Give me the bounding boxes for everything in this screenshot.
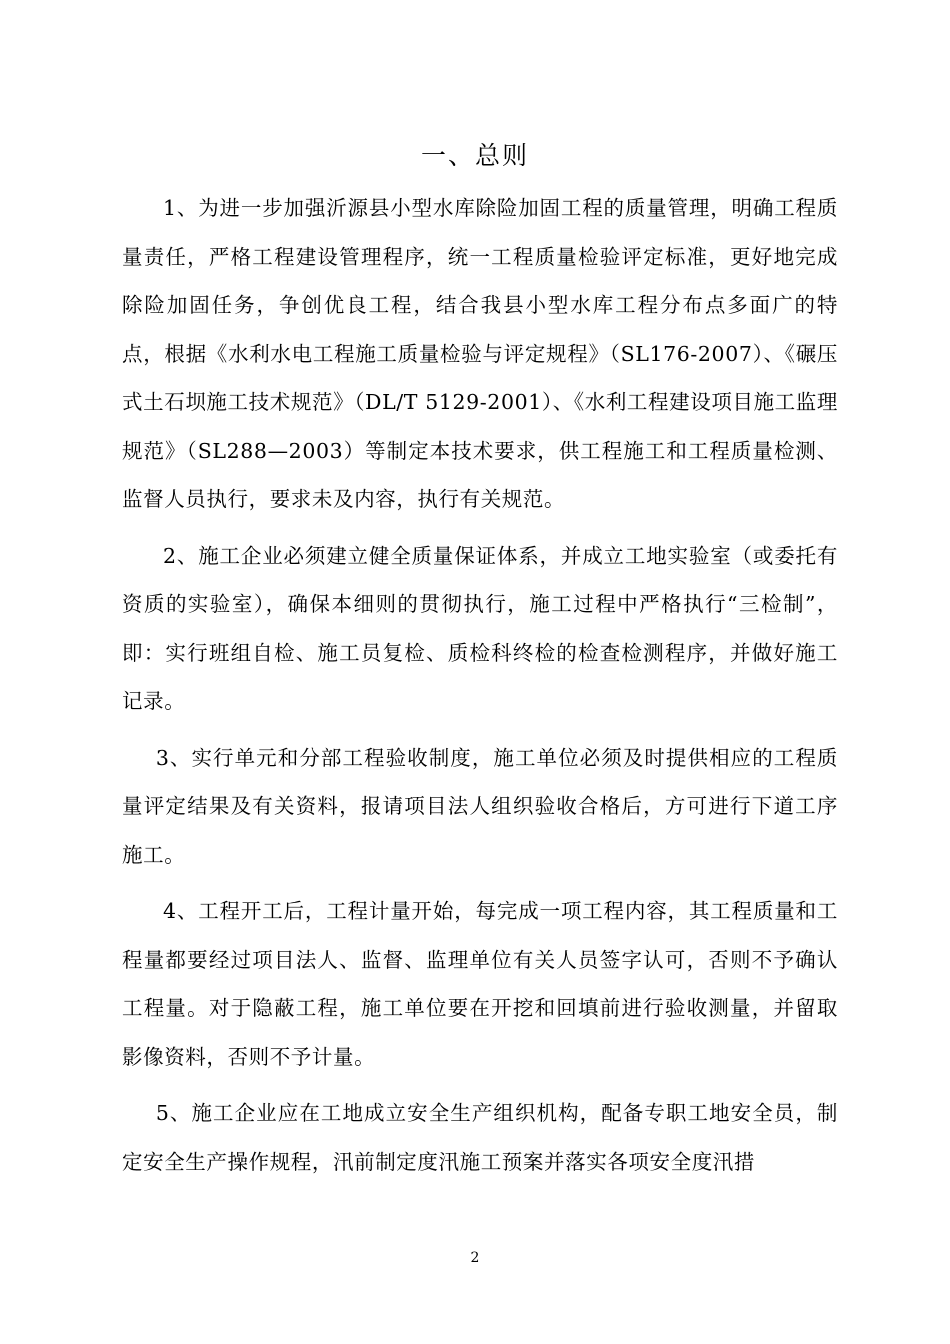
paragraph-5: 5、施工企业应在工地成立安全生产组织机构，配备专职工地安全员，制定安全生产操作规程，汛前制定度汛施工预案并落实各项安全度汛措: [122, 1101, 838, 1174]
paragraph-2: 2、施工企业必须建立健全质量保证体系，并成立工地实验室（或委托有资质的实验室），确保本细则的贯彻执行，施工过程中严格执行“三检制”，即：实行班组自检、施工员复检、质检科终检的检查检测程序，并做好施工记录。: [122, 543, 838, 713]
document-body: [122, 184, 838, 1194]
paragraph-4: 4、工程开工后，工程计量开始，每完成一项工程内容，其工程质量和工程量都要经过项目法人、监督、监理单位有关人员签字认可，否则不予确认工程量。对于隐蔽工程，施工单位要在开挖和回填前进行验收测量，并留取影像资料，否则不予计量。: [122, 899, 838, 1069]
paragraph-3: 3、实行单元和分部工程验收制度，施工单位必须及时提供相应的工程质量评定结果及有关资料，报请项目法人组织验收合格后，方可进行下道工序施工。: [122, 745, 838, 867]
section-title: 一、总则: [420, 141, 529, 170]
paragraph-1: 1、为进一步加强沂源县小型水库除险加固工程的质量管理，明确工程质量责任，严格工程建设管理程序，统一工程质量检验评定标准，更好地完成除险加固任务，争创优良工程，结合我县小型水库工程分布点多面广的特点，根据《水利水电工程施工质量检验与评定规程》（SL176-2007）、《碾压式土石坝施工技术规范》（DL/T 5129-2001）、《水利工程建设项目施工监理规范》（SL288—2003）等制定本技术要求，供工程施工和工程质量检测、监督人员执行，要求未及内容，执行有关规范。: [122, 196, 838, 511]
page-number: 2: [470, 1250, 480, 1266]
